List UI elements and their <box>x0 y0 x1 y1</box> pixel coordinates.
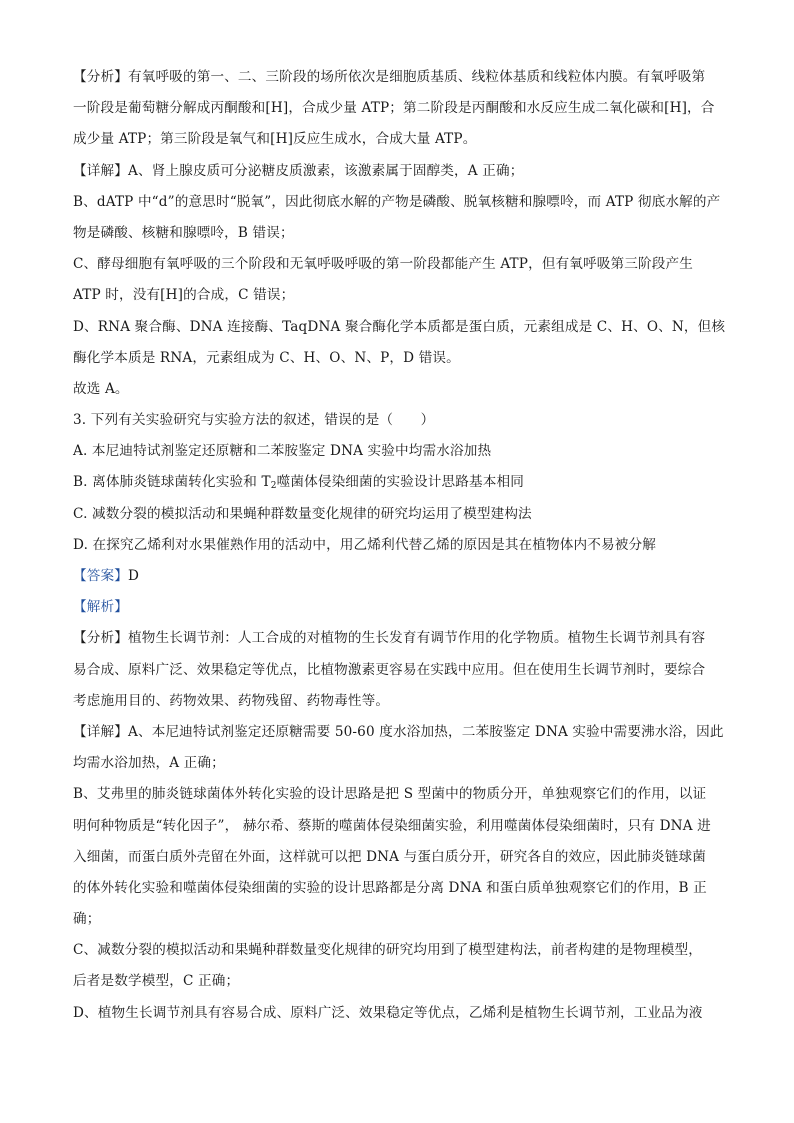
analysis-line-1 <box>73 623 714 654</box>
option-c: C. 减数分裂的模拟活动和果蝇种群数量变化规律的研究均运用了模型建构法 <box>73 505 532 522</box>
xiangjie-tag: 【详解】 <box>73 162 128 179</box>
detail-line-7: 确； <box>73 911 101 928</box>
option-b <box>73 467 714 498</box>
analysis-fenxi-tag: 【分析】 <box>73 630 128 647</box>
detail-line-8: C、减数分裂的模拟活动和果蝇种群数量变化规律的研究均用到了模型建构法，前者构建的是物理模型， <box>73 942 703 959</box>
detail-line-2: 均需水浴加热，A 正确； <box>73 755 225 772</box>
option-a: A. 本尼迪特试剂鉴定还原糖和二苯胺鉴定 DNA 实验中均需水浴加热 <box>73 443 492 460</box>
prev-detail-text: A、肾上腺皮质可分泌糖皮质激素，该激素属于固醇类，A 正确； <box>127 162 524 179</box>
answer-line <box>73 561 714 592</box>
answer-tag: 【答案】 <box>73 568 128 584</box>
prev-conclusion: 故选 A。 <box>73 380 129 397</box>
analysis-xiangjie-tag: 【详解】 <box>73 723 128 740</box>
prev-detail-line-1 <box>73 156 714 187</box>
prev-detail-line-6: D、RNA 聚合酶、DNA 连接酶、TaqDNA 聚合酶化学本质都是蛋白质，元素组成是 C、H、O、N，但核 <box>73 318 726 335</box>
detail-line-10: D、植物生长调节剂具有容易合成、原料广泛、效果稳定等优点，乙烯利是植物生长调节剂，工业品为液 <box>73 1004 703 1021</box>
detail-line-5: 入细菌，而蛋白质外壳留在外面，这样就可以把 DNA 与蛋白质分开，研究各自的效应，因此肺炎链球菌 <box>73 848 706 865</box>
detail-line-4: 明何种物质是“转化因子”， 赫尔希、蔡斯的噬菌体侵染细菌实验，利用噬菌体侵染细菌时，只有 DNA 进 <box>73 817 711 834</box>
prev-analysis-text: 有氧呼吸的第一、二、三阶段的场所依次是细胞质基质、线粒体基质和线粒体内膜。有氧呼吸第 <box>127 69 706 85</box>
prev-detail-line-2: B、dATP 中“d”的意思时“脱氧”，因此彻底水解的产物是磷酸、脱氧核糖和腺嘌呤，而 ATP 彻底水解的产 <box>73 193 721 210</box>
analysis-line-3: 考虑施用目的、药物效果、药物残留、药物毒性等。 <box>73 692 390 709</box>
prev-analysis-line-2: 一阶段是葡萄糖分解成丙酮酸和[H]，合成少量 ATP；第二阶段是丙酮酸和水反应生成二氧化碳和[H]，合 <box>73 100 715 117</box>
detail-line-9: 后者是数学模型，C 正确； <box>73 973 240 990</box>
fenxi-tag: 【分析】 <box>73 69 128 85</box>
prev-detail-line-3: 物是磷酸、核糖和腺嘌呤，B 错误； <box>73 224 294 241</box>
option-d: D. 在探究乙烯利对水果催熟作用的活动中，用乙烯利代替乙烯的原因是其在植物体内不易被分解 <box>73 536 656 553</box>
analysis-text: 植物生长调节剂：人工合成的对植物的生长发育有调节作用的化学物质。植物生长调节剂具有容 <box>127 630 706 647</box>
detail-line-6: 的体外转化实验和噬菌体侵染细菌的实验的设计思路都是分离 DNA 和蛋白质单独观察它们的作用，B 正 <box>73 879 707 896</box>
prev-detail-line-7: 酶化学本质是 RNA，元素组成为 C、H、O、N、P，D 错误。 <box>73 349 460 366</box>
detail-line-3: B、艾弗里的肺炎链球菌体外转化实验的设计思路是把 S 型菌中的物质分开，单独观察它们的作用，以证 <box>73 786 707 803</box>
jiexi-tag: 【解析】 <box>73 599 128 616</box>
prev-analysis-line-3: 成少量 ATP；第三阶段是氧气和[H]反应生成水，合成大量 ATP。 <box>73 131 477 148</box>
prev-detail-line-5: ATP 时，没有[H]的合成，C 错误； <box>73 287 295 304</box>
detail-line-1 <box>73 717 724 748</box>
jiexi-line <box>73 592 714 623</box>
option-b-subscript: 2 <box>270 481 277 492</box>
detail-text: A、本尼迪特试剂鉴定还原糖需要 50-60 度水浴加热，二苯胺鉴定 DNA 实验中需要沸水浴，因此 <box>127 723 724 740</box>
prev-detail-line-4: C、酵母细胞有氧呼吸的三个阶段和无氧呼吸呼吸的第一阶段都能产生 ATP，但有氧呼吸第三阶段产生 <box>73 256 693 273</box>
question-stem: 3. 下列有关实验研究与实验方法的叙述，错误的是（ ） <box>73 412 435 429</box>
option-b-pre: B. 离体肺炎链球菌转化实验和 T <box>73 474 271 491</box>
answer-value: D <box>127 568 140 584</box>
option-b-post: 噬菌体侵染细菌的实验设计思路基本相同 <box>276 474 524 491</box>
analysis-line-2: 易合成、原料广泛、效果稳定等优点，比植物激素更容易在实践中应用。但在使用生长调节剂时，要综合 <box>73 661 706 678</box>
prev-analysis-line-1 <box>73 62 714 93</box>
